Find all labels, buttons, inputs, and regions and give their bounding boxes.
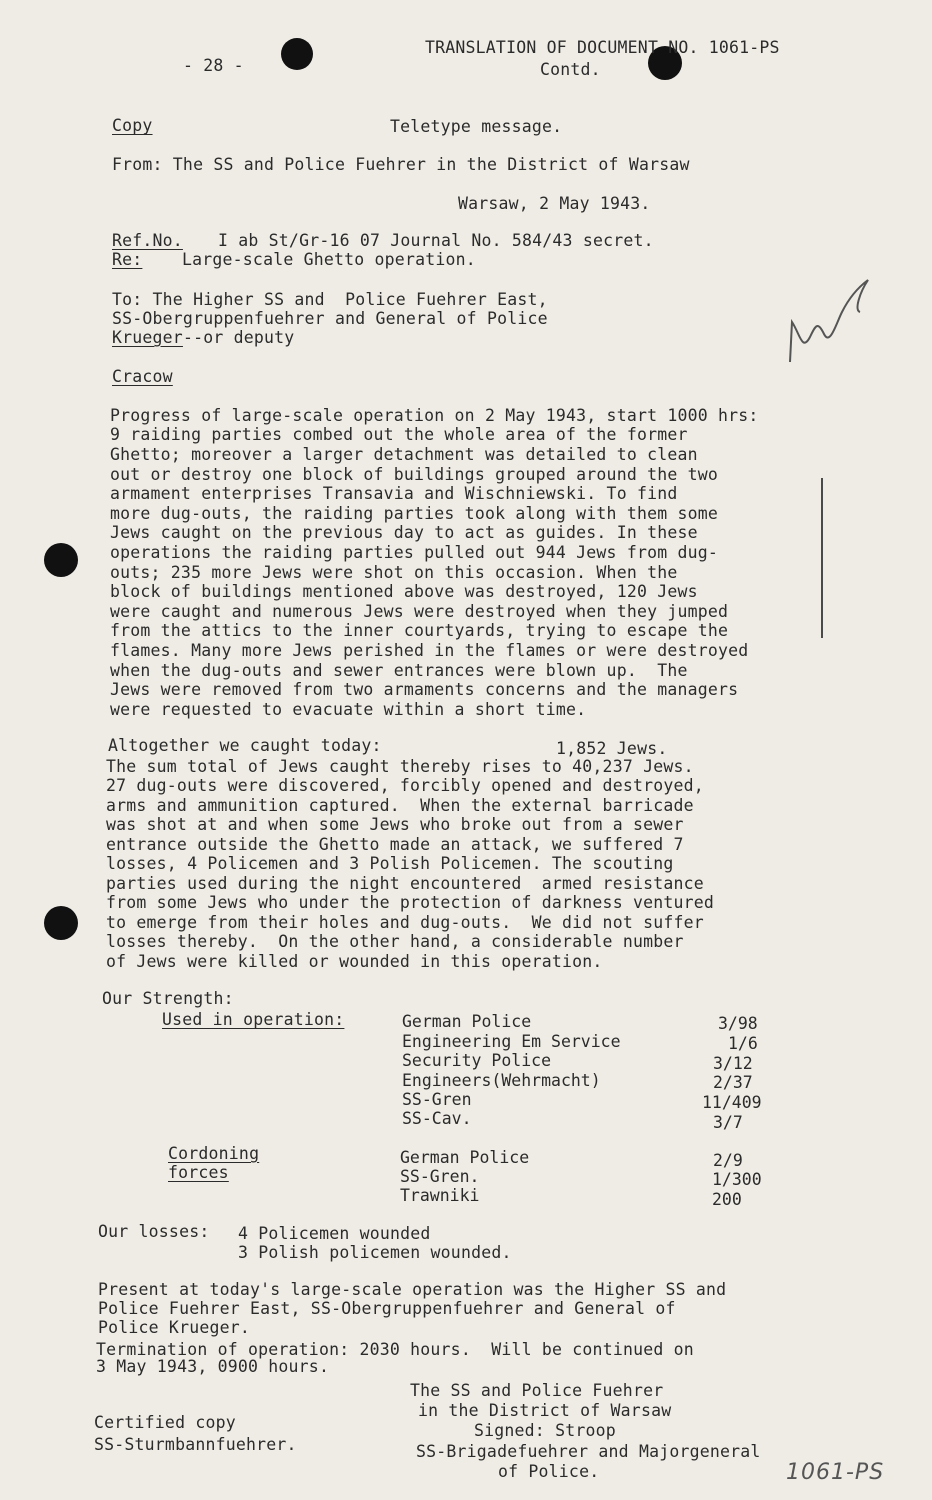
re-text: Large-scale Ghetto operation. <box>182 250 476 269</box>
used-in-operation-label: Used in operation: <box>162 1010 345 1029</box>
certified-line: SS-Sturmbannfuehrer. <box>94 1435 297 1454</box>
translation-line: TRANSLATION OF DOCUMENT NO. 1061-PS <box>425 38 780 57</box>
strength-value: 200 <box>712 1190 742 1209</box>
paragraph-2-line: to emerge from their holes and dug-outs. We did not suffer <box>106 913 704 932</box>
caught-today-value: 1,852 Jews. <box>556 739 668 758</box>
strength-value: 1/6 <box>728 1034 758 1053</box>
losses-line-1: 4 Policemen wounded <box>238 1224 431 1243</box>
present-line: Present at today's large-scale operation was the Higher SS and <box>98 1280 727 1299</box>
paragraph-1-line: Jews caught on the previous day to act as guides. In these <box>110 523 698 542</box>
paragraph-2-line: The sum total of Jews caught thereby rises to 40,237 Jews. <box>106 757 694 776</box>
paragraph-2-line: of Jews were killed or wounded in this operation. <box>106 952 603 971</box>
losses-label: Our losses: <box>98 1222 210 1241</box>
re-label: Re: <box>112 250 143 269</box>
to-line-1: To: The Higher SS and Police Fuehrer East, <box>112 290 548 309</box>
paragraph-1-line: Progress of large-scale operation on 2 May 1943, start 1000 hrs: <box>110 406 759 425</box>
handwritten-initials-mark <box>780 262 880 372</box>
punch-hole-left-2 <box>44 906 78 940</box>
paragraph-1-line: more dug-outs, the raiding parties took along with them some <box>110 504 719 523</box>
paragraph-1-line: Jews were removed from two armaments concerns and the managers <box>110 680 739 699</box>
strength-value: 11/409 <box>702 1093 762 1112</box>
to-line-3 <box>112 328 294 348</box>
losses-line-2: 3 Polish policemen wounded. <box>238 1243 512 1262</box>
ref-label: Ref.No. <box>112 231 183 250</box>
signature-line: in the District of Warsaw <box>418 1401 672 1420</box>
message-type: Teletype message. <box>390 117 563 136</box>
strength-value: 3/98 <box>718 1014 758 1033</box>
punch-hole-left-1 <box>44 543 78 577</box>
present-line: Police Fuehrer East, SS-Obergruppenfuehrer and General of <box>98 1299 676 1318</box>
paragraph-1-line: outs; 235 more Jews were shot on this occasion. When the <box>110 563 678 582</box>
strength-value: 2/37 <box>713 1073 753 1092</box>
termination-line: 3 May 1943, 0900 hours. <box>96 1357 330 1376</box>
contd-label: Contd. <box>540 60 601 79</box>
termination-line: Termination of operation: 2030 hours. Will be continued on <box>96 1340 694 1359</box>
strength-unit: SS-Cav. <box>402 1109 472 1128</box>
paragraph-2-line: losses thereby. On the other hand, a considerable number <box>106 932 684 951</box>
copy-label: Copy <box>112 116 153 135</box>
cordoning-label-1: Cordoning <box>168 1144 260 1163</box>
strength-unit: Engineers(Wehrmacht) <box>402 1071 601 1090</box>
strength-unit: German Police <box>400 1148 530 1167</box>
strength-unit: SS-Gren. <box>400 1167 480 1186</box>
paragraph-1-line: armament enterprises Transavia and Wischniewski. To find <box>110 484 678 503</box>
strength-unit: SS-Gren <box>402 1090 472 1109</box>
addressee-name: Krueger <box>112 328 183 347</box>
strength-value: 3/7 <box>713 1113 743 1132</box>
punch-hole-top <box>281 38 313 70</box>
strength-unit: Trawniki <box>400 1186 480 1205</box>
margin-mark-line <box>821 478 823 638</box>
strength-unit: Security Police <box>402 1051 552 1070</box>
strength-value: 2/9 <box>713 1151 743 1170</box>
paragraph-2-line: entrance outside the Ghetto made an attack, we suffered 7 <box>106 835 684 854</box>
signature-line: The SS and Police Fuehrer <box>410 1381 664 1400</box>
paragraph-2-line: arms and ammunition captured. When the external barricade <box>106 796 694 815</box>
strength-value: 3/12 <box>713 1054 753 1073</box>
paragraph-2-line: from some Jews who under the protection of darkness ventured <box>106 893 715 912</box>
from-line: From: The SS and Police Fuehrer in the District of Warsaw <box>112 155 690 174</box>
signature-line: of Police. <box>498 1462 600 1481</box>
strength-heading: Our Strength: <box>102 989 234 1008</box>
strength-value: 1/300 <box>712 1170 762 1189</box>
paragraph-1-line: flames. Many more Jews perished in the flames or were destroyed <box>110 641 749 660</box>
strength-unit: Engineering Em Service <box>402 1032 621 1051</box>
paragraph-2-line: parties used during the night encountered armed resistance <box>106 874 704 893</box>
paragraph-1-line: were requested to evacuate within a short time. <box>110 700 587 719</box>
paragraph-1-line: 9 raiding parties combed out the whole area of the former <box>110 425 688 444</box>
paragraph-1-line: block of buildings mentioned above was destroyed, 120 Jews <box>110 582 698 601</box>
cordoning-label-2: forces <box>168 1163 229 1182</box>
paragraph-2-line: 27 dug-outs were discovered, forcibly opened and destroyed, <box>106 776 704 795</box>
present-line: Police Krueger. <box>98 1318 251 1337</box>
paragraph-1-line: were caught and numerous Jews were destroyed when they jumped <box>110 602 729 621</box>
paragraph-1-line: operations the raiding parties pulled out 944 Jews from dug- <box>110 543 719 562</box>
paragraph-1-line: from the attics to the inner courtyards, trying to escape the <box>110 621 729 640</box>
paragraph-2-line: losses, 4 Policemen and 3 Polish Policemen. The scouting <box>106 854 674 873</box>
paragraph-1-line: when the dug-outs and sewer entrances were blown up. The <box>110 661 688 680</box>
ref-text: I ab St/Gr-16 07 Journal No. 584/43 secret. <box>218 231 654 250</box>
city-label: Cracow <box>112 367 173 386</box>
strength-unit: German Police <box>402 1012 532 1031</box>
page-number: - 28 - <box>183 56 244 75</box>
paragraph-1-line: out or destroy one block of buildings grouped around the two <box>110 465 719 484</box>
paragraph-1-line: Ghetto; moreover a larger detachment was detailed to clean <box>110 445 698 464</box>
addressee-rest: --or deputy <box>182 328 295 347</box>
paragraph-2-line: was shot at and when some Jews who broke out from a sewer <box>106 815 684 834</box>
date-line: Warsaw, 2 May 1943. <box>458 194 651 213</box>
signature-line: Signed: Stroop <box>474 1421 616 1440</box>
signature-line: SS-Brigadefuehrer and Majorgeneral <box>416 1442 761 1461</box>
handwritten-document-number: 1061-PS <box>786 1460 885 1485</box>
caught-today-label: Altogether we caught today: <box>108 736 382 755</box>
certified-line: Certified copy <box>94 1413 236 1432</box>
to-line-2: SS-Obergruppenfuehrer and General of Police <box>112 309 548 328</box>
